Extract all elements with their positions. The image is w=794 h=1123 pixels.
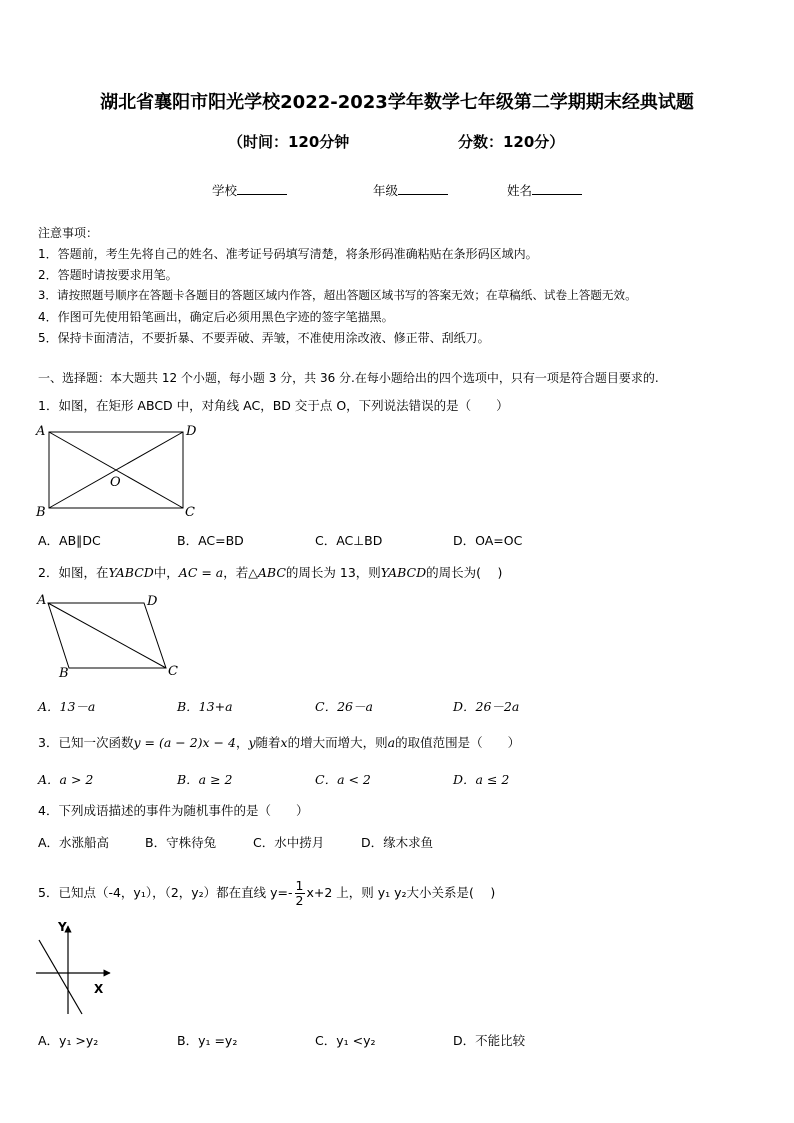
q3-option-c[interactable]: C．a < 2 [315, 772, 371, 787]
q4-option-d[interactable]: D．缘木求鱼 [361, 835, 434, 850]
q2-option-a[interactable]: A．13－a [38, 699, 96, 714]
grade-field[interactable] [373, 181, 448, 199]
notice-item: 5．保持卡面清洁，不要折暴、不要弄破、弄皱，不准使用涂改液、修正带、刮纸刀。 [38, 331, 490, 345]
name-field[interactable] [507, 181, 582, 199]
q1-option-b[interactable]: B．AC=BD [177, 533, 244, 548]
q1-option-d[interactable]: D．OA=OC [453, 533, 523, 548]
grade-blank[interactable] [398, 184, 448, 195]
vertex-b-label: B [59, 666, 69, 681]
q5-option-b[interactable]: B．y₁ =y₂ [177, 1033, 238, 1048]
q1-stem: 1．如图，在矩形 ABCD 中，对角线 AC，BD 交于点 O，下列说法错误的是（ ） [38, 398, 509, 413]
vertex-d-label: D [186, 424, 197, 439]
q4-stem: 4．下列成语描述的事件为随机事件的是（ ） [38, 803, 309, 818]
q3-option-a[interactable]: A．a > 2 [38, 772, 94, 787]
q2-option-c[interactable]: C．26－a [315, 699, 373, 714]
q5-option-c[interactable]: C．y₁ <y₂ [315, 1033, 376, 1048]
fraction: $\frac{1}{2}$ [295, 878, 304, 908]
section-header: 一、选择题：本大题共 12 个小题，每小题 3 分，共 36 分.在每小题给出的四个选项中，只有一项是符合题目要求的. [38, 371, 659, 385]
q4-option-a[interactable]: A．水涨船高 [38, 835, 110, 850]
school-label: 学校 [212, 183, 238, 198]
y-axis-label: Y [58, 920, 67, 934]
q2-stem: 2．如图，在YABCD中，AC = a，若△ABC的周长为 13，则YABCD的周长为( ) [38, 565, 503, 580]
point-o-label: O [110, 475, 121, 490]
vertex-b-label: B [36, 505, 46, 520]
q5-option-a[interactable]: A．y₁ >y₂ [38, 1033, 99, 1048]
notice-item: 1．答题前，考生先将自己的姓名、准考证号码填写清楚，将条形码准确粘贴在条形码区域内。 [38, 247, 538, 261]
grade-label: 年级 [373, 183, 399, 198]
q5-line-graph [32, 918, 122, 1022]
school-blank[interactable] [237, 184, 287, 195]
vertex-a-label: A [36, 424, 46, 439]
q2-option-d[interactable]: D．26－2a [453, 699, 520, 714]
q5-stem: 5．已知点（-4，y₁），（2，y₂）都在直线 y=- $\frac{1}{2}$ x+2 上，则 y₁ y₂大小关系是( ) [38, 878, 496, 908]
q2-option-b[interactable]: B．13+a [177, 699, 233, 714]
page-title: 湖北省襄阳市阳光学校2022-2023学年数学七年级第二学期期末经典试题 [100, 92, 694, 113]
name-blank[interactable] [532, 184, 582, 195]
q1-option-c[interactable]: C．AC⊥BD [315, 533, 383, 548]
q5-option-d[interactable]: D．不能比较 [453, 1033, 526, 1048]
q3-option-d[interactable]: D．a ≤ 2 [453, 772, 510, 787]
time-label: （时间：120分钟 [228, 133, 350, 151]
vertex-c-label: C [168, 664, 178, 679]
school-field[interactable] [212, 181, 287, 199]
vertex-c-label: C [185, 505, 195, 520]
notice-item: 3．请按照题号顺序在答题卡各题目的答题区域内作答，超出答题区域书写的答案无效；在草稿纸、试卷上答题无效。 [38, 288, 637, 302]
vertex-a-label: A [37, 593, 47, 608]
q1-rectangle-figure [34, 420, 204, 522]
score-label: 分数：120分） [458, 133, 565, 151]
q3-option-b[interactable]: B．a ≥ 2 [177, 772, 233, 787]
notice-item: 4．作图可先使用铅笔画出，确定后必须用黑色字迹的签字笔描黑。 [38, 310, 394, 324]
function-line [39, 940, 82, 1014]
vertex-d-label: D [147, 594, 158, 609]
q4-option-c[interactable]: C．水中捞月 [253, 835, 325, 850]
notice-item: 2．答题时请按要求用笔。 [38, 268, 178, 282]
x-axis-label: X [94, 982, 104, 996]
notice-heading: 注意事项： [38, 226, 99, 240]
name-label: 姓名 [507, 183, 533, 198]
q1-option-a[interactable]: A．AB∥DC [38, 533, 101, 548]
q3-stem: 3．已知一次函数y = (a − 2)x − 4，y随着x的增大而增大，则a的取值范围是（ ） [38, 735, 521, 750]
q4-option-b[interactable]: B．守株待兔 [145, 835, 217, 850]
q2-parallelogram-figure [34, 590, 184, 682]
